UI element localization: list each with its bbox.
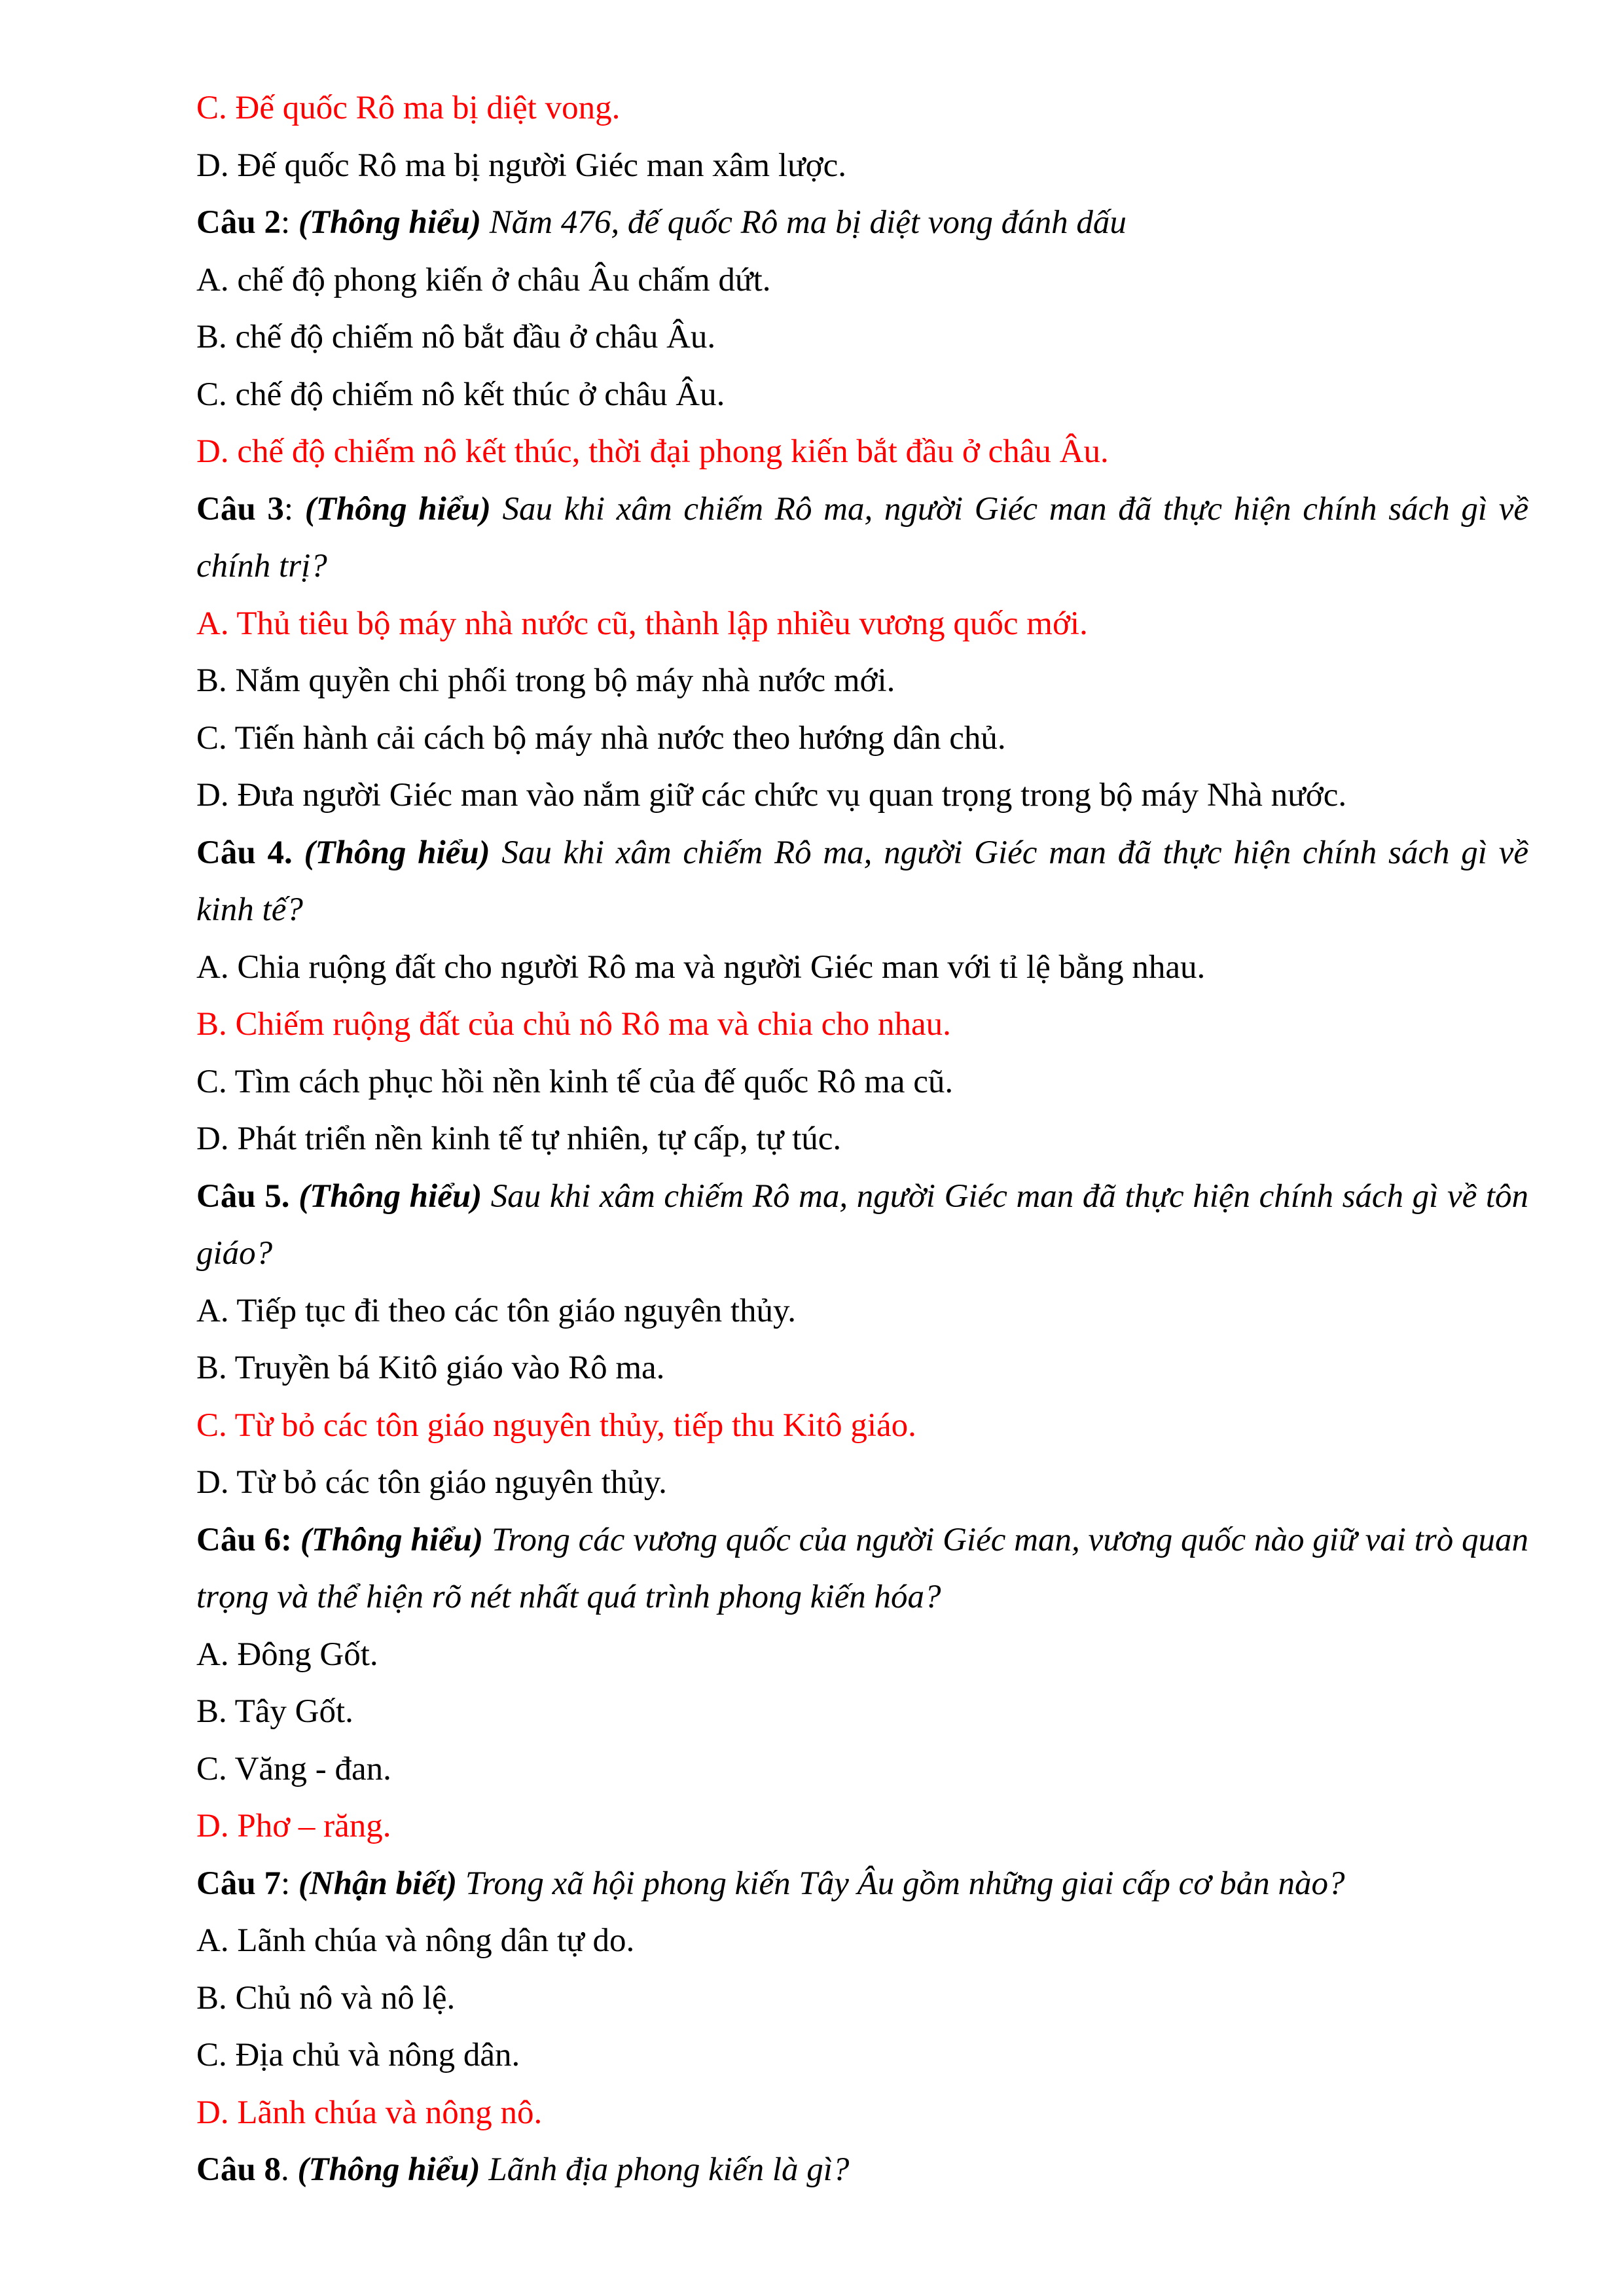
- answer-option-correct: D. Phơ – răng.: [196, 1808, 391, 1844]
- answer-option: B. Nắm quyền chi phối trong bộ máy nhà nước mới.: [196, 662, 895, 699]
- question-separator: .: [280, 2151, 298, 2188]
- answer-option: D. Đế quốc Rô ma bị người Giéc man xâm lược.: [196, 147, 847, 184]
- question-separator: :: [280, 204, 298, 241]
- answer-option: A. Lãnh chúa và nông dân tự do.: [196, 1922, 635, 1959]
- question-stem: [196, 825, 1528, 939]
- question-label: Câu 6:: [196, 1521, 292, 1558]
- question-label: Câu 2: [196, 204, 281, 241]
- answer-option: B. Truyền bá Kitô giáo vào Rô ma.: [196, 1350, 665, 1386]
- answer-option: D. Phát triển nền kinh tế tự nhiên, tự cấp, tự túc.: [196, 1121, 842, 1157]
- question-level: (Thông hiểu): [298, 204, 482, 241]
- question-label: Câu 8: [196, 2151, 281, 2188]
- question-stem: [196, 481, 1528, 596]
- question-separator: :: [283, 490, 305, 528]
- answer-option: A. chế độ phong kiến ở châu Âu chấm dứt.: [196, 261, 771, 298]
- answer-option: D. Từ bỏ các tôn giáo nguyên thủy.: [196, 1464, 667, 1501]
- question-text: Trong các vương quốc của người Giéc man, vương quốc nào giữ vai trò quan trọng và thể hiện rõ nét nhất quá trình phong kiến hóa?: [196, 1521, 1529, 1615]
- question-text: Lãnh địa phong kiến là gì?: [480, 2151, 850, 2188]
- question-level: (Thông hiểu): [304, 490, 491, 528]
- document-page: [196, 80, 1528, 2199]
- question-separator: [290, 1178, 299, 1215]
- question-text: Trong xã hội phong kiến Tây Âu gồm những giai cấp cơ bản nào?: [457, 1865, 1345, 1902]
- answer-option: A. Đông Gốt.: [196, 1636, 378, 1673]
- answer-option-correct: A. Thủ tiêu bộ máy nhà nước cũ, thành lập nhiều vương quốc mới.: [196, 605, 1088, 642]
- answer-option: C. Văng - đan.: [196, 1750, 391, 1787]
- question-text: Sau khi xâm chiếm Rô ma, người Giéc man đã thực hiện chính sách gì về chính trị?: [196, 490, 1529, 584]
- answer-option-correct: C. Từ bỏ các tôn giáo nguyên thủy, tiếp thu Kitô giáo.: [196, 1407, 916, 1444]
- question-stem: [196, 1512, 1528, 1626]
- question-text: Sau khi xâm chiếm Rô ma, người Giéc man đã thực hiện chính sách gì về kinh tế?: [196, 834, 1528, 928]
- question-level: (Thông hiểu): [297, 2151, 480, 2188]
- answer-option: C. Tìm cách phục hồi nền kinh tế của đế quốc Rô ma cũ.: [196, 1063, 954, 1100]
- answer-option-correct: D. Lãnh chúa và nông nô.: [196, 2094, 543, 2131]
- question-stem: [196, 2142, 1528, 2199]
- answer-option-correct: B. Chiếm ruộng đất của chủ nô Rô ma và chia cho nhau.: [196, 1006, 951, 1043]
- question-label: Câu 4.: [196, 834, 293, 871]
- question-label: Câu 3: [196, 490, 284, 528]
- question-level: (Thông hiểu): [300, 1521, 484, 1558]
- question-stem: [196, 1856, 1528, 1913]
- answer-option-correct: C. Đế quốc Rô ma bị diệt vong.: [196, 90, 621, 126]
- answer-option: B. Chủ nô và nô lệ.: [196, 1979, 456, 2017]
- answer-option: D. Đưa người Giéc man vào nắm giữ các chức vụ quan trọng trong bộ máy Nhà nước.: [196, 777, 1347, 814]
- question-level: (Nhận biết): [298, 1865, 458, 1902]
- question-stem: [196, 194, 1528, 252]
- question-separator: :: [280, 1865, 298, 1902]
- question-separator: [293, 834, 304, 871]
- answer-option: B. Tây Gốt.: [196, 1693, 353, 1730]
- question-stem: [196, 1168, 1528, 1283]
- question-label: Câu 5.: [196, 1177, 290, 1215]
- question-text: Năm 476, đế quốc Rô ma bị diệt vong đánh dấu: [481, 204, 1127, 241]
- answer-option: C. Địa chủ và nông dân.: [196, 2037, 520, 2073]
- question-level: (Thông hiểu): [298, 1177, 482, 1215]
- answer-option: C. Tiến hành cải cách bộ máy nhà nước theo hướng dân chủ.: [196, 719, 1006, 757]
- answer-option-correct: D. chế độ chiếm nô kết thúc, thời đại phong kiến bắt đầu ở châu Âu.: [196, 433, 1109, 470]
- answer-option: A. Chia ruộng đất cho người Rô ma và người Giéc man với tỉ lệ bằng nhau.: [196, 948, 1206, 986]
- answer-option: B. chế độ chiếm nô bắt đầu ở châu Âu.: [196, 319, 716, 355]
- question-label: Câu 7: [196, 1865, 281, 1902]
- question-separator: [292, 1522, 300, 1558]
- answer-option: A. Tiếp tục đi theo các tôn giáo nguyên thủy.: [196, 1292, 796, 1329]
- question-text: Sau khi xâm chiếm Rô ma, người Giéc man đã thực hiện chính sách gì về tôn giáo?: [196, 1177, 1528, 1272]
- question-level: (Thông hiểu): [304, 834, 490, 871]
- answer-option: C. chế độ chiếm nô kết thúc ở châu Âu.: [196, 376, 725, 413]
